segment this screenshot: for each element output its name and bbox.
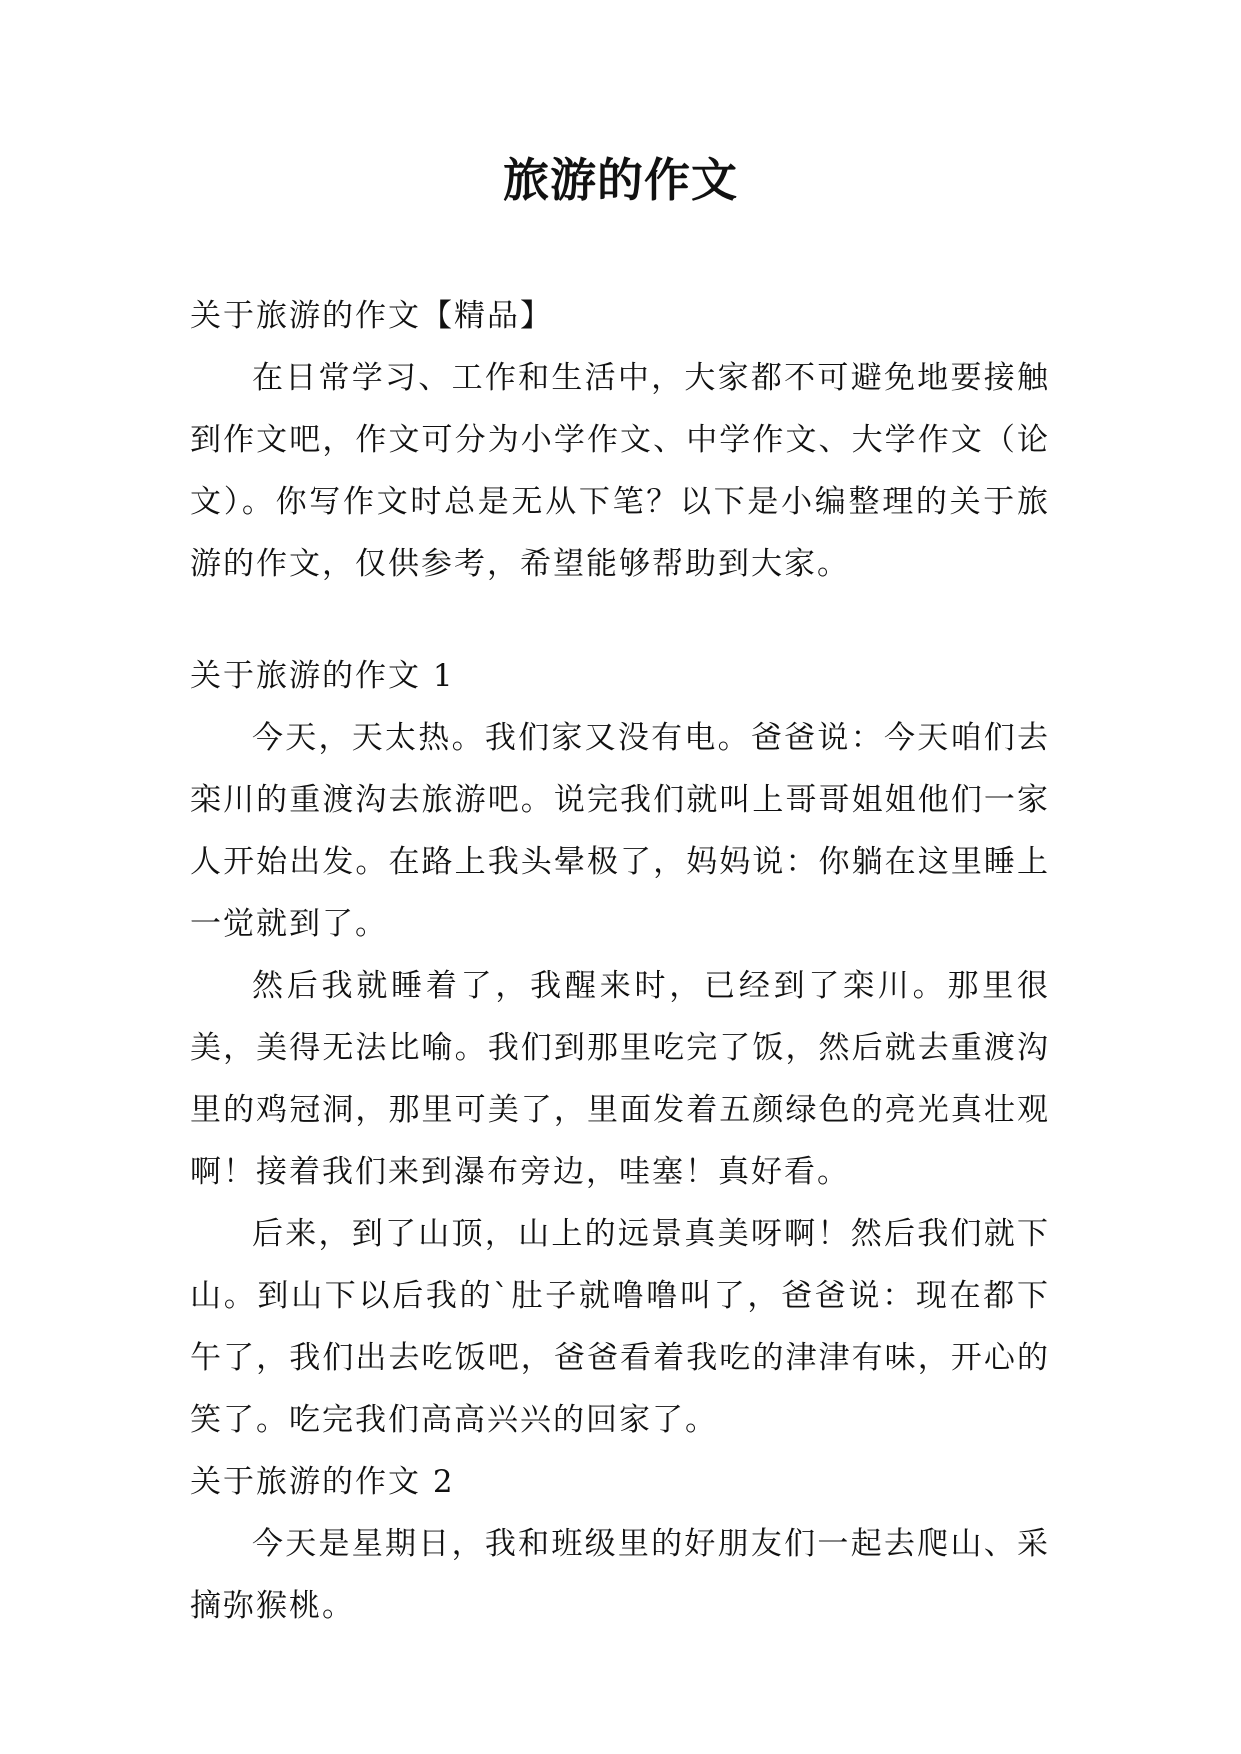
section-2-paragraph-1: 今天是星期日，我和班级里的好朋友们一起去爬山、采摘弥猴桃。 — [190, 1526, 1050, 1624]
section-1-paragraph-2: 然后我就睡着了，我醒来时，已经到了栾川。那里很美，美得无法比喻。我们到那里吃完了饭，然后就去重渡沟里的鸡冠洞，那里可美了，里面发着五颜绿色的亮光真壮观啊！接着我们来到瀑布旁边，哇塞！真好看。 — [190, 968, 1050, 1190]
section-spacer — [190, 595, 1050, 645]
document-body — [190, 285, 1050, 1637]
section-1-paragraph-3: 后来，到了山顶，山上的远景真美呀啊！然后我们就下山。到山下以后我的`肚子就噜噜叫了，爸爸说：现在都下午了，我们出去吃饭吧，爸爸看着我吃的津津有味，开心的笑了。吃完我们高高兴兴的回家了。 — [190, 1216, 1050, 1438]
intro-heading: 关于旅游的作文【精品】 — [190, 298, 553, 334]
intro-paragraph: 在日常学习、工作和生活中，大家都不可避免地要接触到作文吧，作文可分为小学作文、中学作文、大学作文（论文）。你写作文时总是无从下笔？以下是小编整理的关于旅游的作文，仅供参考，希望能够帮助到大家。 — [190, 360, 1050, 582]
section-1-paragraph-1: 今天，天太热。我们家又没有电。爸爸说：今天咱们去栾川的重渡沟去旅游吧。说完我们就叫上哥哥姐姐他们一家人开始出发。在路上我头晕极了，妈妈说：你躺在这里睡上一觉就到了。 — [190, 720, 1050, 942]
section-heading-2: 关于旅游的作文 2 — [190, 1464, 455, 1500]
section-heading-1: 关于旅游的作文 1 — [190, 658, 455, 694]
document-title: 旅游的作文 — [503, 153, 738, 207]
